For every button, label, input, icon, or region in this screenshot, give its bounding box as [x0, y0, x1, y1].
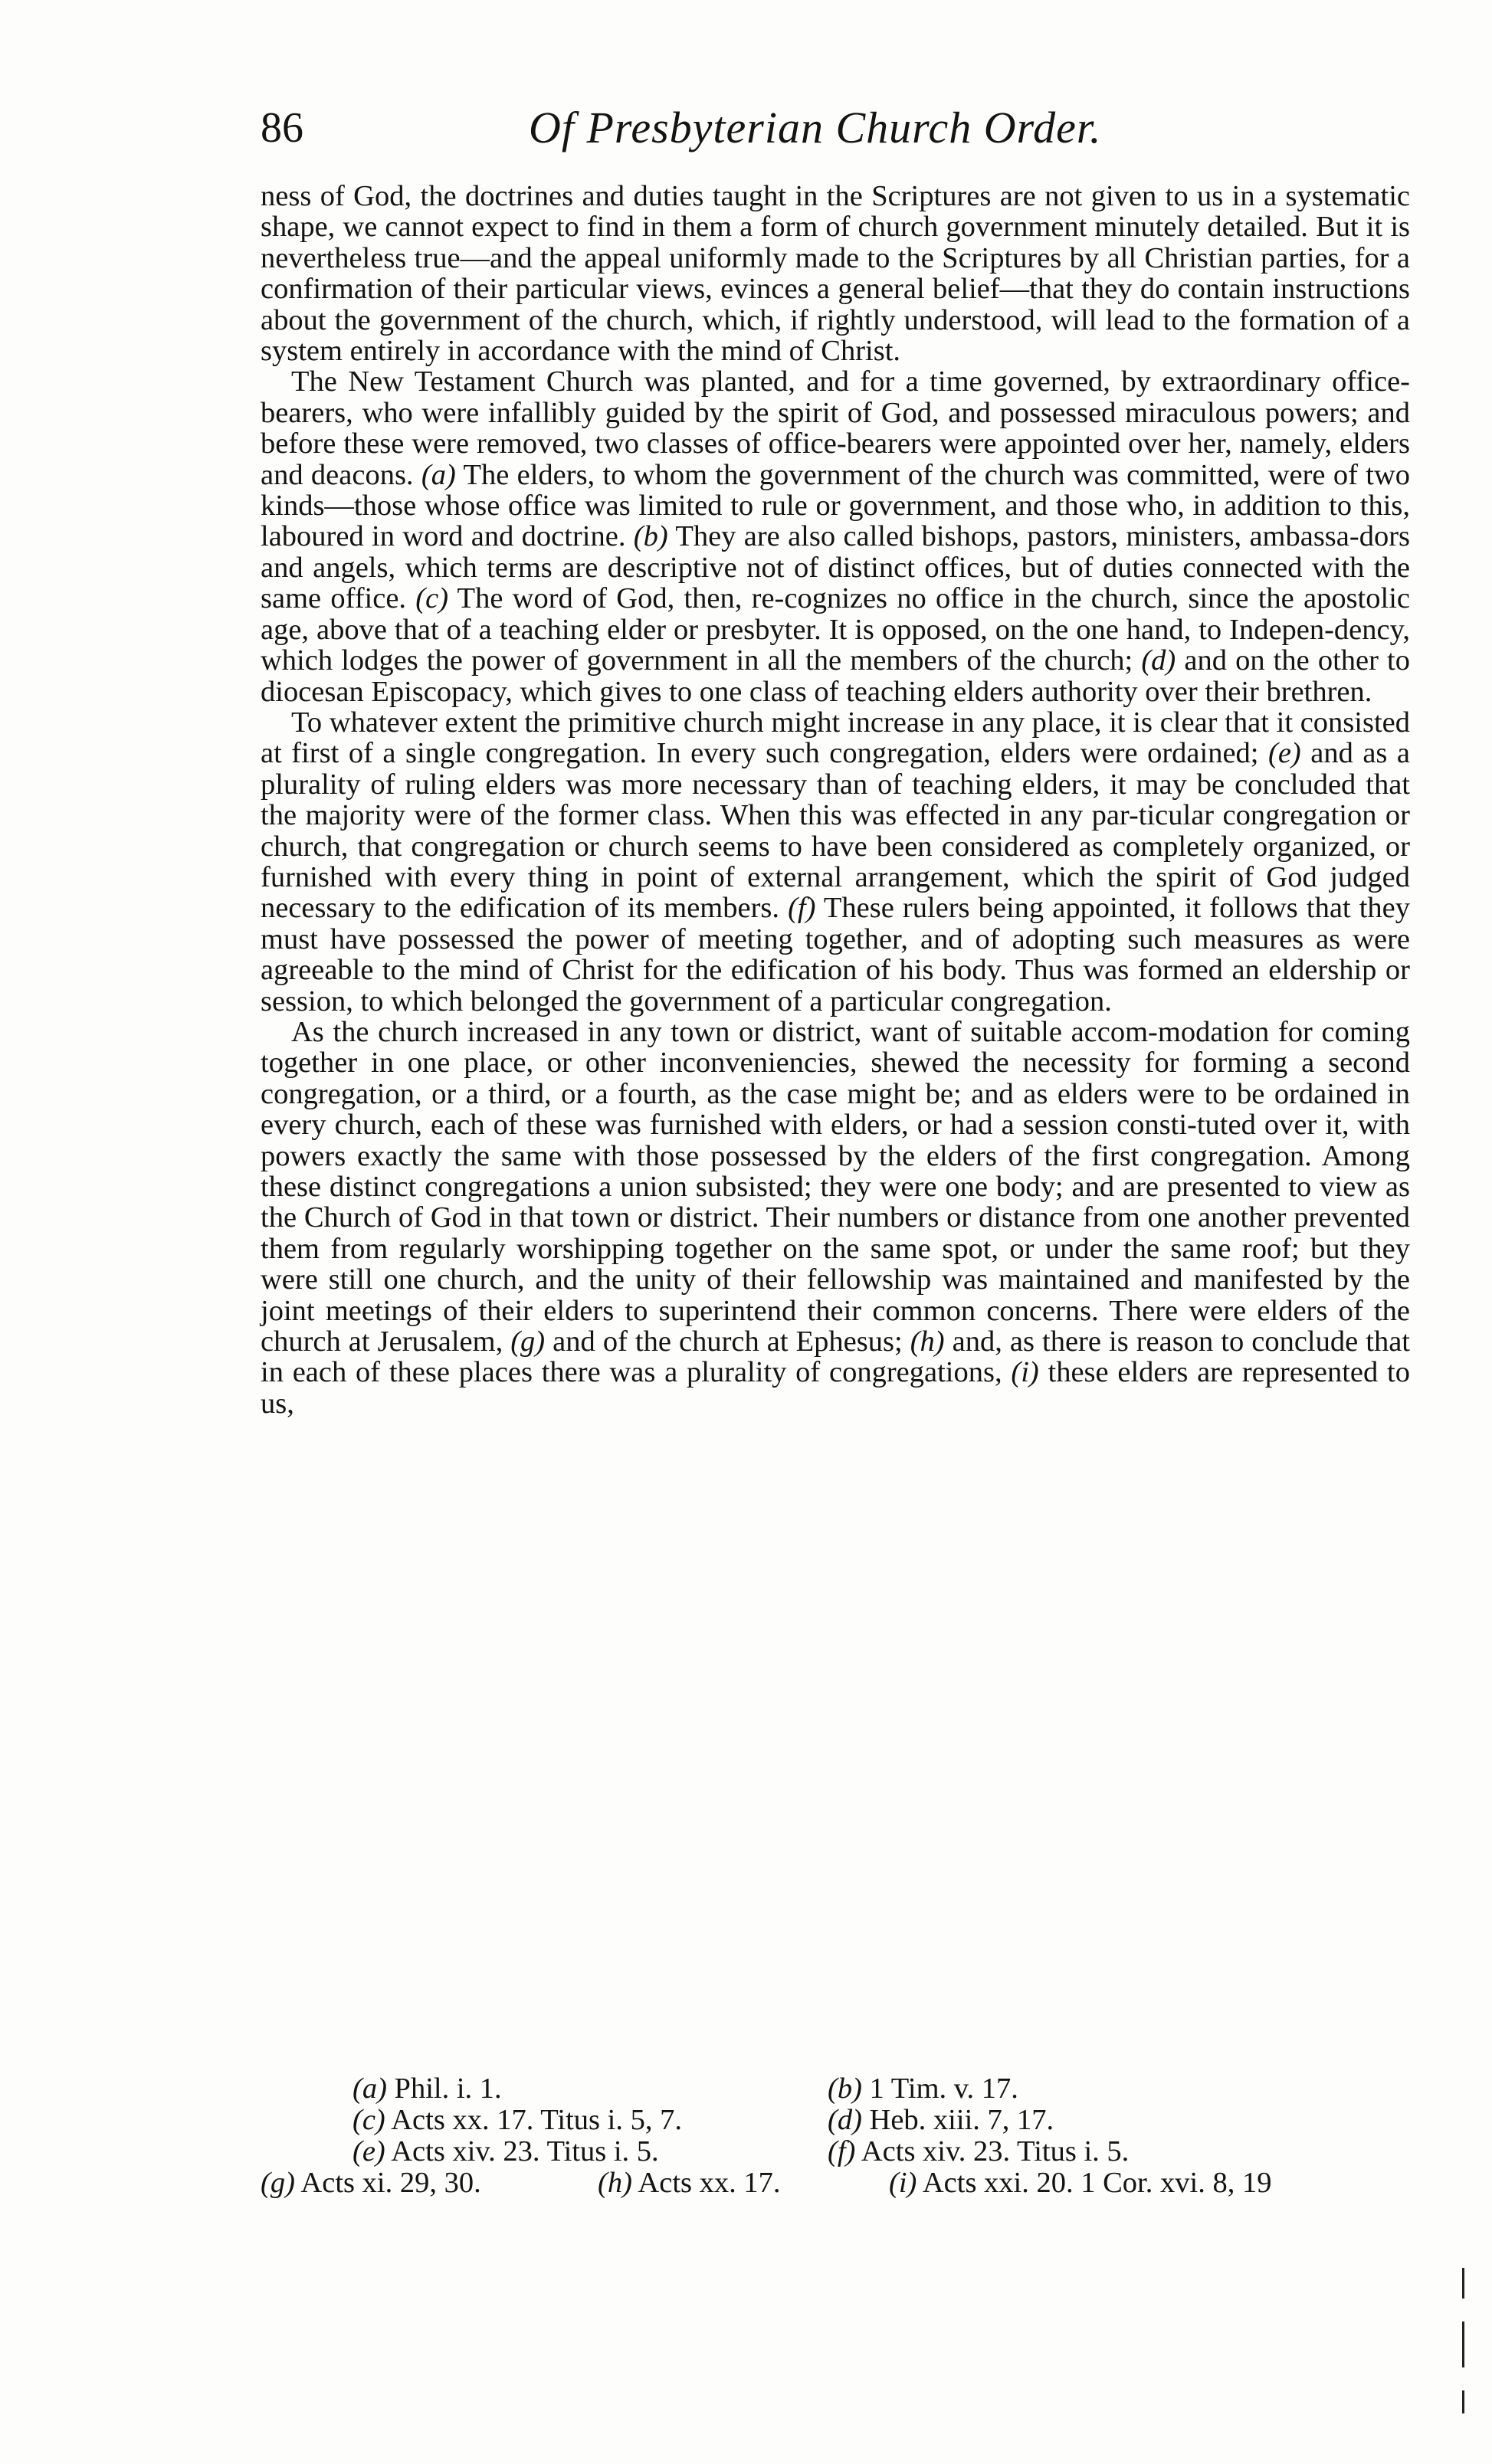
footnote-reference: (h) [910, 1325, 945, 1358]
footnote-row [261, 2136, 1410, 2167]
paragraph [261, 707, 1410, 1017]
scan-edge-mark [1462, 2390, 1464, 2413]
footnote-h: (h) Acts xx. 17. [598, 2167, 781, 2199]
paragraph-text: As the church increased in any town or district, want of suitable accom-modation for coming together in one place, or other inconveniencies, shewed the necessity for forming a second congregation, or a third, or a fourth, as the case might be; and as elders were to be ordained in every church, each of these was furnished with elders, or had a session consti-tuted over it, with powers exactly the same with those possessed by the elders of the first congregation. Among these distinct congregations a union subsisted; they were one body; and are presented to view as the Church of God in that town or district. Their numbers or distance from one another prevented them from regularly worshipping together on the same spot, or under the same roof; but they were still one church, and the unity of their fellowship was maintained and manifested by the joint meetings of their elders to superintend their common concerns. There were elders of the church at Jerusalem, [261, 1015, 1410, 1358]
footnote-e: (e) Acts xiv. 23. Titus i. 5. [353, 2135, 659, 2167]
paragraph-text: and, as there is reason to conclude that in each of these places there was a plurality of congregations, [261, 1325, 1410, 1389]
paragraph-text: To whatever extent the primitive church might increase in any place, it is clear that it consisted at first of a single congregation. In every such congregation, elders were ordained; [261, 706, 1410, 770]
footnote-reference: (c) [415, 582, 449, 615]
paragraph-text: The word of God, then, re-cognizes no office in the church, since the apostolic age, above that of a teaching elder or presbyter. It is opposed, on the one hand, to Indepen-dency, which lodges the power of government in all the members of the church; [261, 582, 1410, 677]
paragraph-text: and on the other to diocesan Episcopacy, which gives to one class of teaching elders authority over their brethren. [261, 644, 1410, 708]
page-number: 86 [261, 104, 303, 152]
running-title: Of Presbyterian Church Order. [529, 103, 1102, 152]
footnote-row [261, 2073, 1410, 2105]
footnote-b: (b) 1 Tim. v. 17. [828, 2072, 1018, 2105]
footnote-reference: (g) [510, 1325, 546, 1358]
footnote-d: (d) Heb. xiii. 7, 17. [828, 2104, 1054, 2136]
paragraph-text: They are also called bishops, pastors, ministers, ambassa-dors and angels, which terms are descriptive not of distinct offices, but of duties connected with the same office. [261, 520, 1410, 615]
scan-edge-mark [1462, 2321, 1464, 2367]
paragraph-text: these elders are represented to us, [261, 1356, 1410, 1420]
paragraph-text: These rulers being appointed, it follows that they must have possessed the power of meeting together, and of adopting such measures as were agreeable to the mind of Christ for the edification of his body. Thus was formed an eldership or session, to which belonged the government of a particular congregation. [261, 892, 1410, 1017]
footnote-g: (g) Acts xi. 29, 30. [261, 2167, 481, 2199]
page-header [261, 101, 1410, 170]
footnote-a: (a) Phil. i. 1. [353, 2072, 502, 2105]
footnote-c: (c) Acts xx. 17. Titus i. 5, 7. [353, 2104, 682, 2136]
paragraph-text: and of the church at Ephesus; [545, 1325, 910, 1358]
scan-edge-mark [1462, 2268, 1464, 2299]
footnote-reference: (e) [1268, 737, 1301, 770]
footnote-reference: (a) [421, 458, 456, 491]
paragraph-text: and as a plurality of ruling elders was more necessary than of teaching elders, it may be concluded that the majority were of the former class. When this was effected in any par-ticular congregation or church, that congregation or church seems to have been considered as completely organized, or furnished with every thing in point of external arrangement, which the spirit of God judged necessary to the edification of its members. [261, 737, 1411, 925]
paragraph-text: The New Testament Church was planted, and for a time governed, by extraordinary office-bearers, who were infallibly guided by the spirit of God, and possessed miraculous powers; and before these were removed, two classes of office-bearers were appointed over her, namely, elders and deacons. [261, 365, 1410, 491]
footnote-reference: (d) [1141, 644, 1176, 677]
body-text [261, 181, 1410, 1419]
footnote-f: (f) Acts xiv. 23. Titus i. 5. [828, 2135, 1130, 2167]
paragraph-text: ness of God, the doctrines and duties taught in the Scriptures are not given to us in a systematic shape, we cannot expect to find in them a form of church government minutely detailed. But it is nevertheless true—and the appeal uniformly made to the Scriptures by all Christian parties, for a confirmation of their particular views, evinces a general belief—that they do contain instructions about the government of the church, which, if rightly understood, will lead to the formation of a system entirely in accordance with the mind of Christ. [261, 180, 1410, 368]
footnotes [261, 2073, 1410, 2199]
footnote-reference: (b) [633, 520, 668, 553]
footnote-row [261, 2167, 1410, 2199]
paragraph-text: The elders, to whom the government of the church was committed, were of two kinds—those whose office was limited to rule or government, and those who, in addition to this, laboured in word and doctrine. [261, 458, 1410, 553]
footnote-reference: (f) [788, 892, 816, 925]
footnote-i: (i) Acts xxi. 20. 1 Cor. xvi. 8, 19 [889, 2167, 1272, 2199]
paragraph [261, 1017, 1410, 1419]
paragraph [261, 181, 1410, 366]
paragraph [261, 366, 1410, 706]
footnote-reference: (i) [1011, 1356, 1039, 1389]
footnote-row [261, 2105, 1410, 2136]
